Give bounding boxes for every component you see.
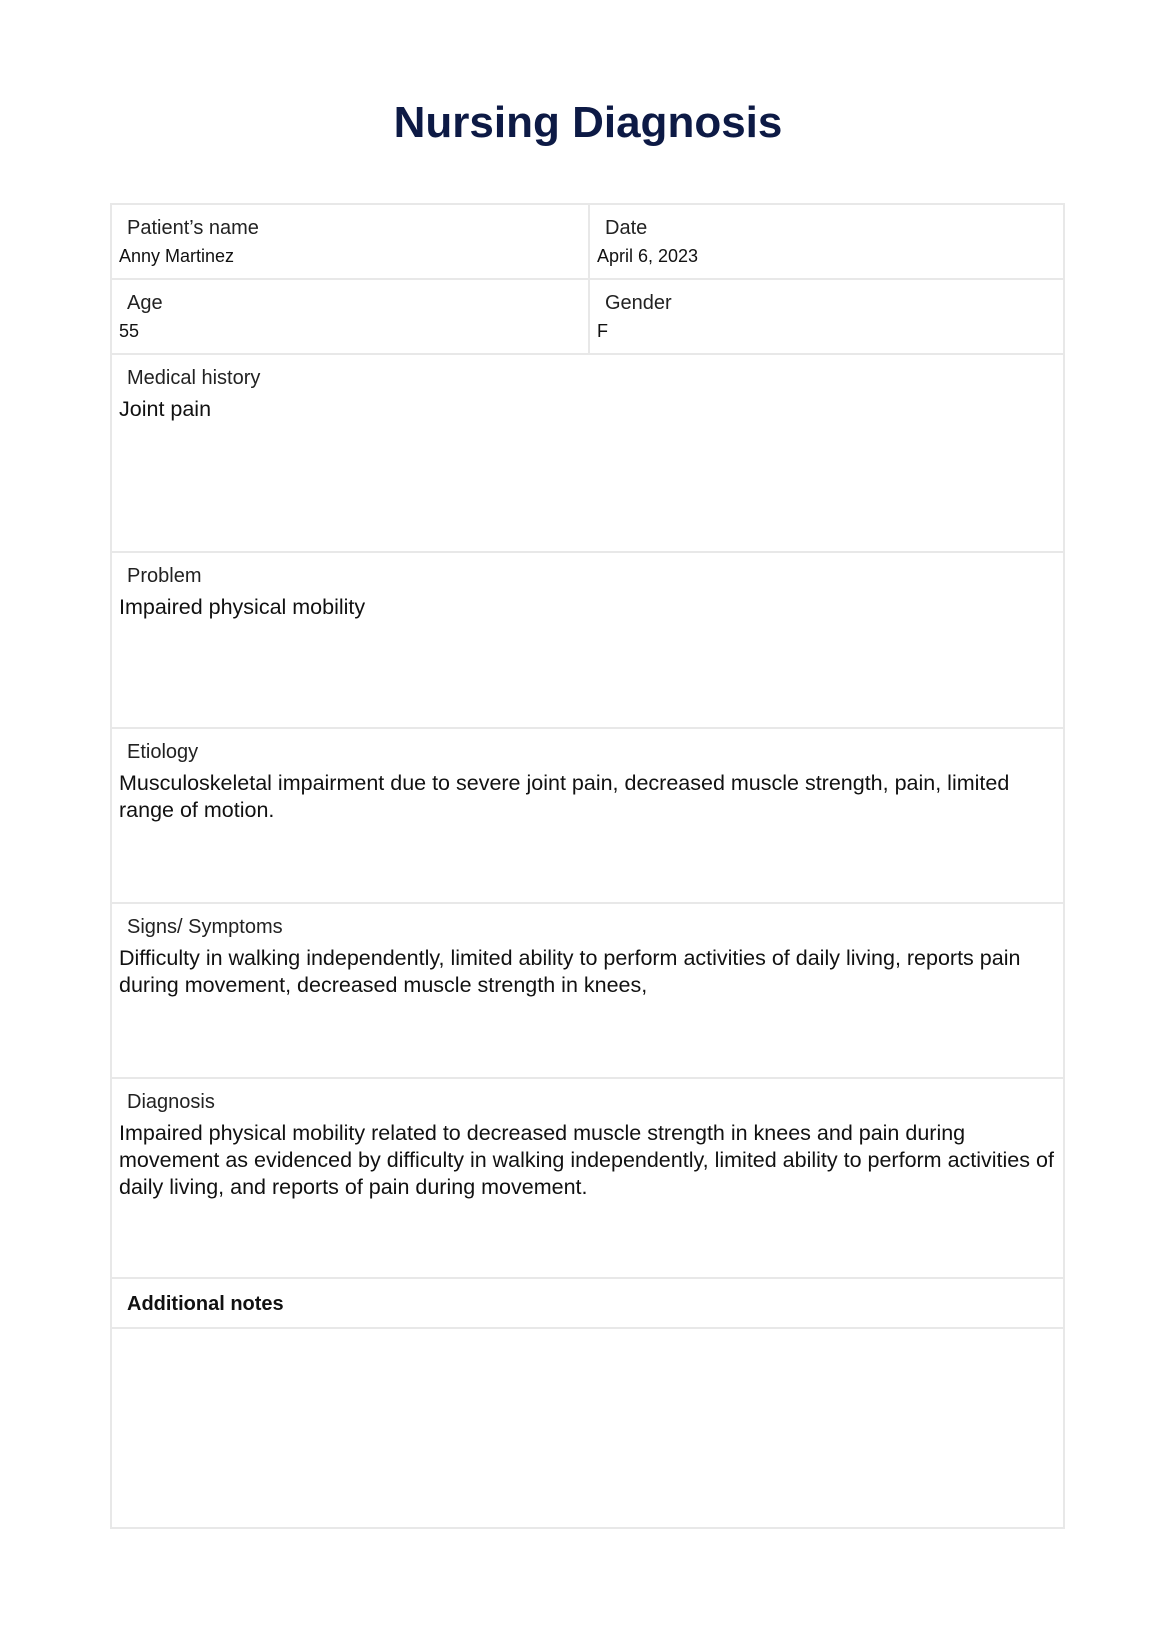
problem-value: Impaired physical mobility [119,595,366,619]
medical-history-cell [111,354,1064,552]
gender-value: F [597,321,608,341]
patient-name-label: Patient’s name [127,217,259,239]
additional-notes-header [111,1278,1064,1328]
etiology-value: Musculoskeletal impairment due to severe joint pain, decreased muscle strength, pain, limited range of motion. [119,771,1010,822]
medical-history-value: Joint pain [119,397,212,421]
etiology-label: Etiology [127,741,199,763]
page-title: Nursing Diagnosis [393,98,783,147]
patient-name-value: Anny Martinez [119,246,235,266]
problem-label: Problem [127,565,202,587]
etiology-cell [111,728,1064,903]
gender-cell [589,279,1064,354]
medical-history-label: Medical history [127,367,261,389]
signs-symptoms-label: Signs/ Symptoms [127,916,283,938]
diagnosis-form [110,203,1065,1529]
signs-symptoms-cell [111,903,1064,1078]
age-value: 55 [119,321,140,341]
signs-symptoms-value: Difficulty in walking independently, limited ability to perform activities of daily living, reports pain during movement, decreased muscle strength in knees, [119,946,1021,997]
date-label: Date [605,217,648,239]
date-cell [589,204,1064,279]
diagnosis-value: Impaired physical mobility related to decreased muscle strength in knees and pain during movement as evidenced by difficulty in walking independently, limited ability to perform activities of daily living, and reports of pain during movement. [119,1121,1054,1199]
diagnosis-label: Diagnosis [127,1091,215,1113]
additional-notes-area[interactable] [111,1328,1064,1528]
gender-label: Gender [605,292,672,314]
additional-notes-value [112,1329,1063,1335]
age-label: Age [127,292,163,314]
diagnosis-cell [111,1078,1064,1278]
problem-cell [111,552,1064,728]
additional-notes-label: Additional notes [127,1293,284,1315]
patient-name-cell [111,204,589,279]
date-value: April 6, 2023 [597,246,699,266]
age-cell [111,279,589,354]
